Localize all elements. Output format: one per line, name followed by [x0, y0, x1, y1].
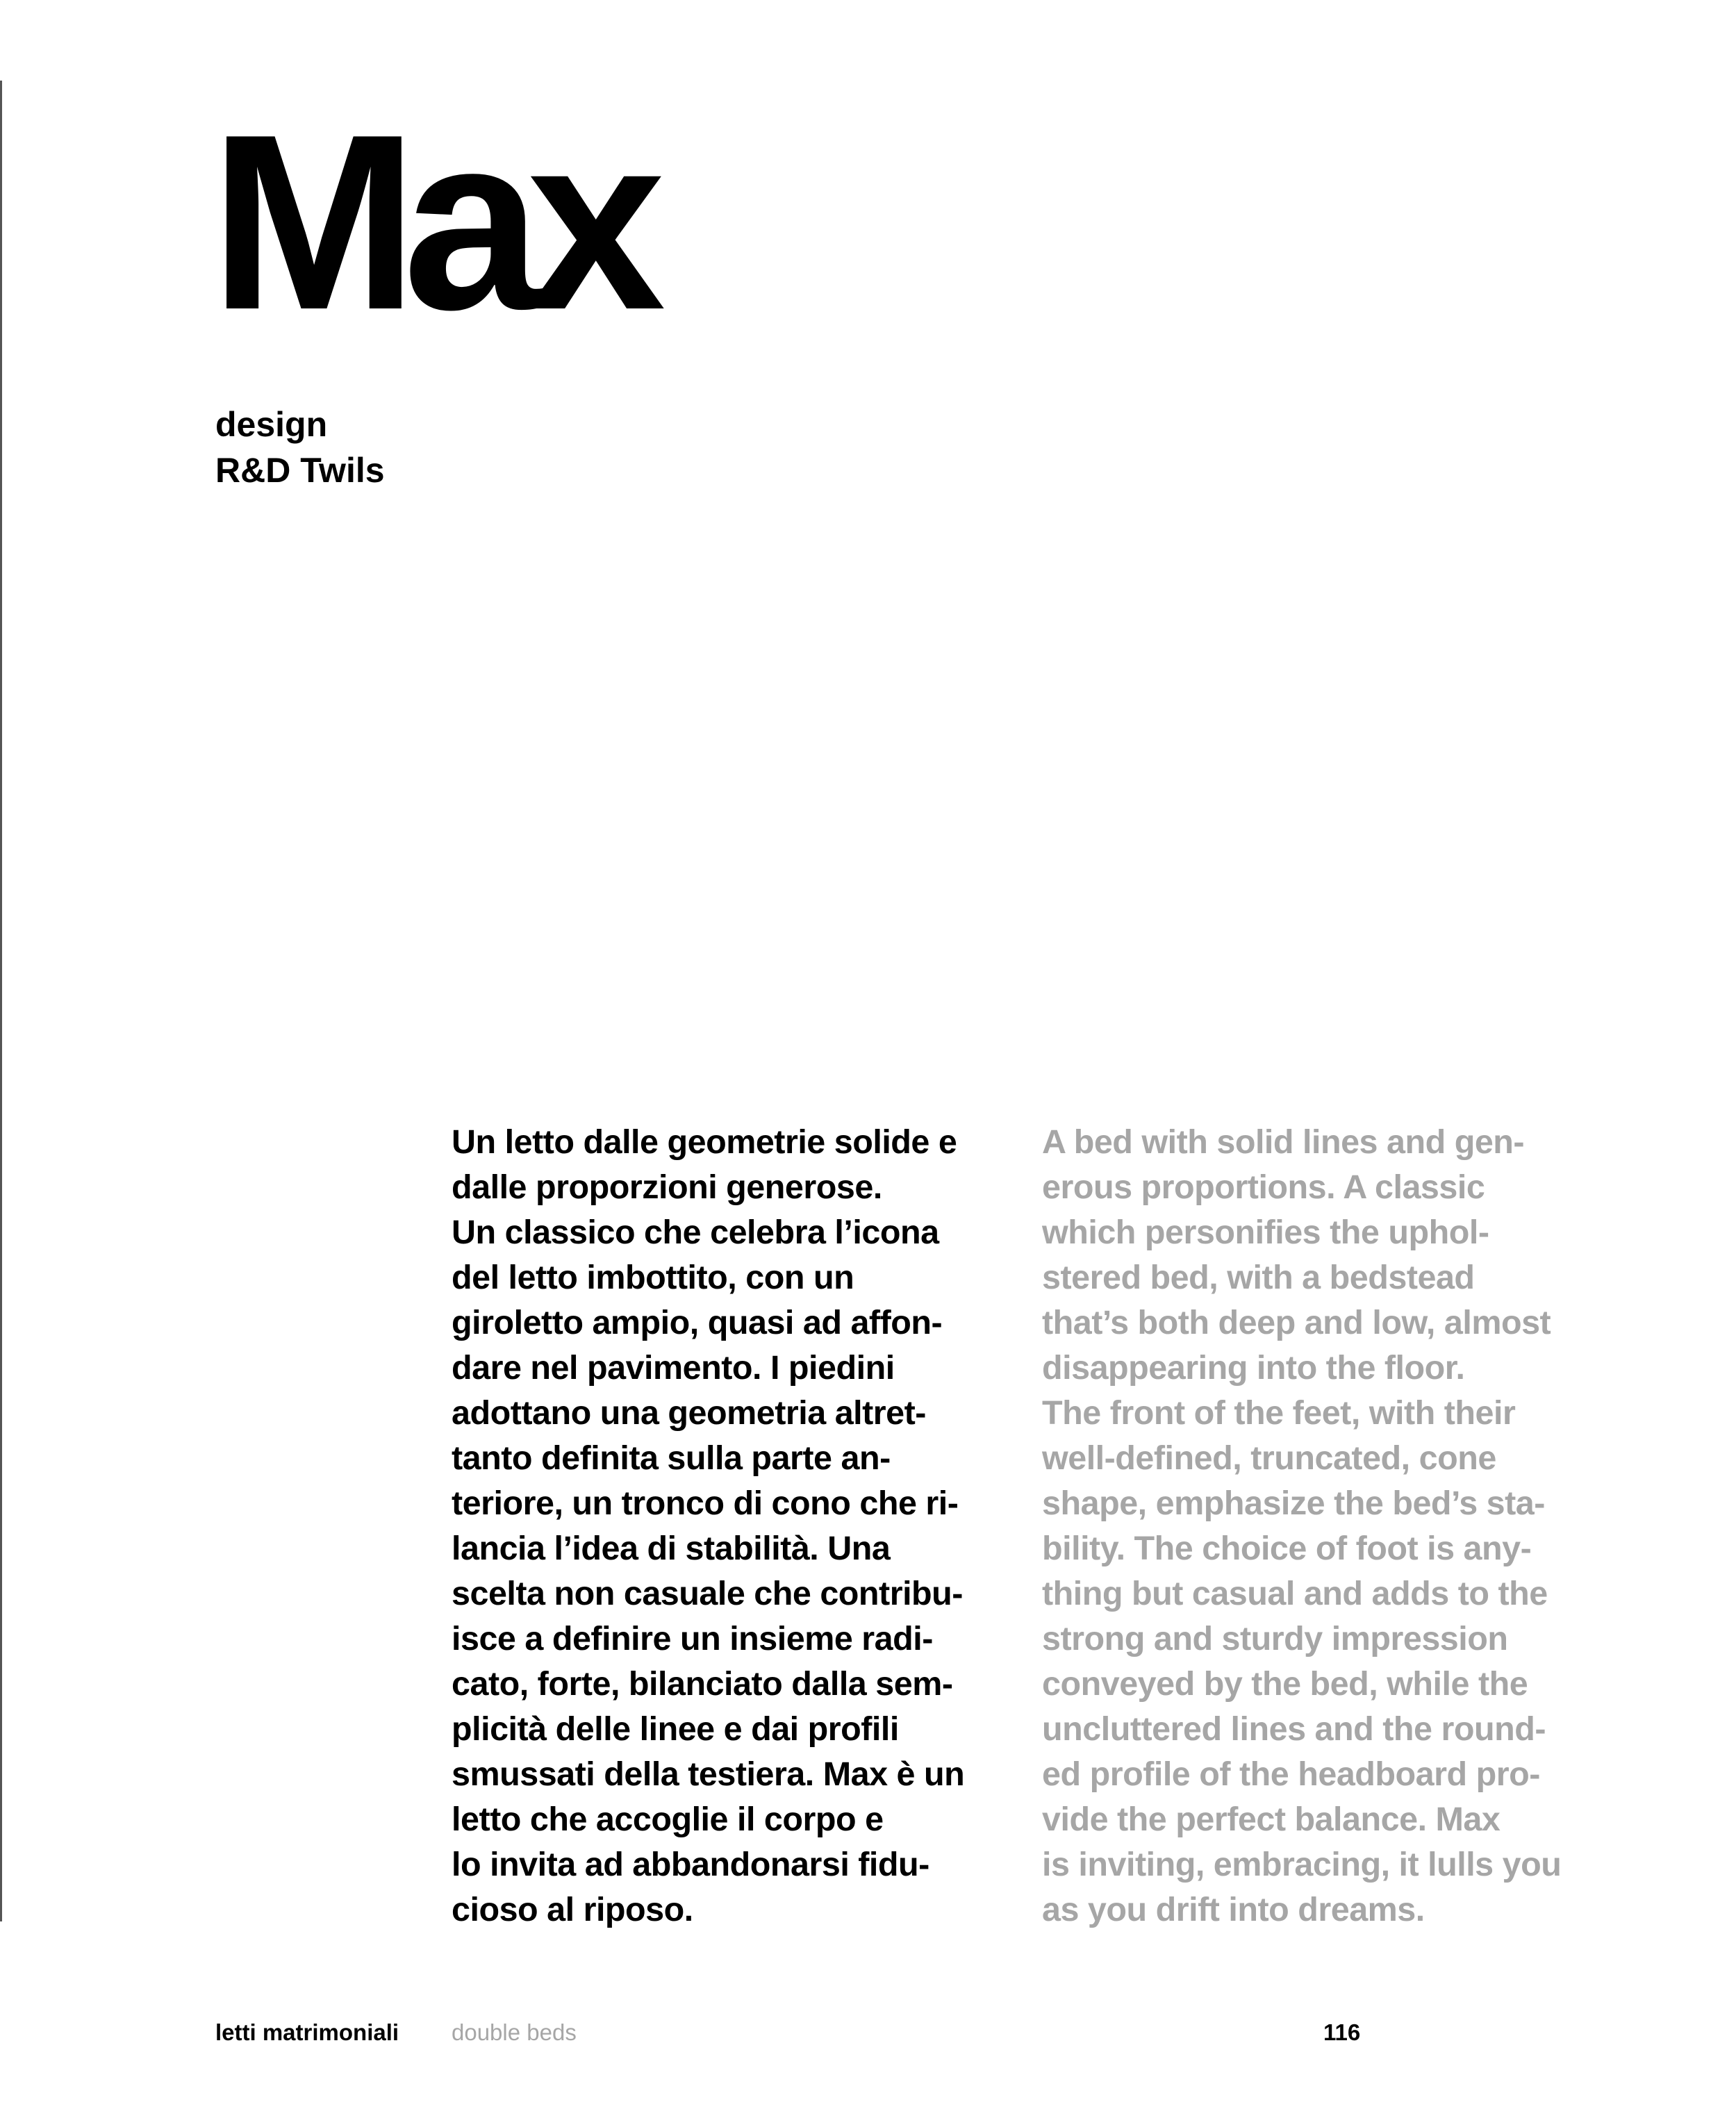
text-line: giroletto ampio, quasi ad affon-: [452, 1304, 943, 1341]
text-line: Un classico che celebra l’icona: [452, 1214, 939, 1251]
footer-section-italian: letti matrimoniali: [215, 2019, 399, 2045]
text-line: dare nel pavimento. I piedini: [452, 1349, 895, 1387]
text-line: lancia l’idea di stabilità. Una: [452, 1530, 891, 1567]
designer-label: design: [215, 405, 328, 444]
text-line: dalle proporzioni generose.: [452, 1168, 882, 1206]
description-italian: [452, 1120, 1007, 1933]
text-line: The front of the feet, with their: [1042, 1394, 1516, 1432]
text-line: vide the perfect balance. Max: [1042, 1801, 1501, 1838]
page-binding-edge: [0, 81, 2, 1921]
text-line: conveyed by the bed, while the: [1042, 1665, 1528, 1703]
text-line: isce a definire un insieme radi-: [452, 1620, 933, 1657]
text-line: ed profile of the headboard pro-: [1042, 1755, 1540, 1793]
text-line: lo invita ad abbandonarsi fidu-: [452, 1846, 929, 1883]
text-line: scelta non casuale che contribu-: [452, 1575, 963, 1612]
page-number: 116: [1323, 2019, 1361, 2045]
text-line: erous proportions. A classic: [1042, 1168, 1485, 1206]
page-title: Max: [210, 83, 651, 362]
text-line: well-defined, truncated, cone: [1042, 1439, 1496, 1477]
text-line: cioso al riposo.: [452, 1891, 693, 1928]
designer-name: R&D Twils: [215, 451, 385, 490]
description-english: [1042, 1120, 1619, 1933]
text-line: tanto definita sulla parte an-: [452, 1439, 891, 1477]
text-line: Un letto dalle geometrie solide e: [452, 1123, 957, 1161]
text-line: stered bed, with a bedstead: [1042, 1259, 1475, 1296]
text-line: as you drift into dreams.: [1042, 1891, 1425, 1928]
text-line: shape, emphasize the bed’s sta-: [1042, 1485, 1545, 1522]
text-line: thing but casual and adds to the: [1042, 1575, 1548, 1612]
text-line: plicità delle linee e dai profili: [452, 1710, 899, 1748]
text-line: uncluttered lines and the round-: [1042, 1710, 1546, 1748]
text-line: which personifies the uphol-: [1042, 1214, 1489, 1251]
text-line: strong and sturdy impression: [1042, 1620, 1508, 1657]
text-line: teriore, un tronco di cono che ri-: [452, 1485, 959, 1522]
text-line: A bed with solid lines and gen-: [1042, 1123, 1525, 1161]
text-line: adottano una geometria altret-: [452, 1394, 926, 1432]
text-line: del letto imbottito, con un: [452, 1259, 854, 1296]
text-line: disappearing into the floor.: [1042, 1349, 1465, 1387]
text-line: that’s both deep and low, almost: [1042, 1304, 1551, 1341]
text-line: cato, forte, bilanciato dalla sem-: [452, 1665, 953, 1703]
text-line: bility. The choice of foot is any-: [1042, 1530, 1532, 1567]
footer-section-english: double beds: [452, 2019, 577, 2045]
text-line: smussati della testiera. Max è un: [452, 1755, 965, 1793]
designer-credit: [215, 402, 385, 493]
text-line: letto che accoglie il corpo e: [452, 1801, 884, 1838]
text-line: is inviting, embracing, it lulls you: [1042, 1846, 1562, 1883]
